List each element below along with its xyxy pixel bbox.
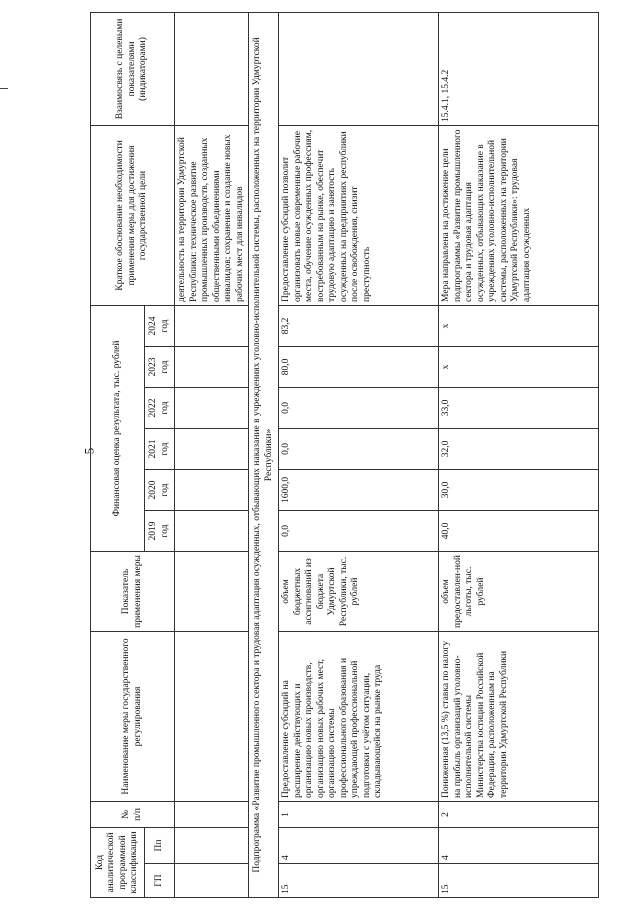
- page-number: 5: [81, 447, 97, 455]
- table-row: [439, 12, 599, 897]
- num-cell: 1: [279, 801, 439, 827]
- header-year: 2023 год: [145, 346, 175, 387]
- value-cell: x: [439, 305, 599, 346]
- value-cell: 0,0: [279, 510, 439, 551]
- justification-cell: деятельность на территории Удмуртской Республики: техническое развитие промышленных производств, созданных общественными объединениями инвалидов; сохранение и создание новых рабочих мест для инвалидов: [175, 125, 249, 305]
- subprogram-row: [249, 12, 279, 897]
- value-cell: x: [439, 346, 599, 387]
- edge-mark: [0, 88, 8, 89]
- header-link: Взаимосвязь с целевыми показателями (индикаторами): [91, 12, 175, 125]
- header-estimate: Финансовая оценка результата, тыс. рублей: [91, 305, 145, 551]
- link-cell: 15.4.1, 15.4.2: [439, 12, 599, 125]
- num-cell: 2: [439, 801, 599, 827]
- header-pp: Пп: [145, 827, 175, 863]
- value-cell: 83,2: [279, 305, 439, 346]
- table-row: [175, 12, 249, 897]
- header-indicator: Показатель применения меры: [91, 551, 175, 631]
- justification-cell: Мера направлена на достижение цели подпрограммы «Развитие промышленного сектора и трудовая адаптация осужденных, отбывающих наказание в учреждениях уголовно-исполнительной системы, расположенных на территории Удмуртской Республики»: трудовая адаптация осужденных: [439, 125, 599, 305]
- link-cell: [279, 12, 439, 125]
- gp-cell: 15: [439, 864, 599, 898]
- indicator-cell: объем бюджетных ассигнований из бюджета Удмуртской Республики, тыс. рублей: [279, 551, 439, 631]
- header-year: 2020 год: [145, 469, 175, 510]
- header-gp: ГП: [145, 864, 175, 898]
- pp-cell: 4: [439, 827, 599, 863]
- subprogram-title: Подпрограмма «Развитие промышленного сектора и трудовая адаптация осужденных, отбывающих наказание в учреждениях уголовно-исполнительной системы, расположенных на территории Удмуртской Республики»: [249, 12, 279, 897]
- value-cell: 33,0: [439, 387, 599, 428]
- value-cell: 0,0: [279, 428, 439, 469]
- name-cell: Предоставление субсидий на расширение действующих и организацию новых производств, организацию новых рабочих мест, организацию системы профессионального образования и упреждающей профессиональной подготовки с учётом ситуации, складывающейся на рынке труда: [279, 631, 439, 801]
- pp-cell: 4: [279, 827, 439, 863]
- header-justification: Краткое обоснование необходимости применения меры для достижения государственной цели: [91, 125, 175, 305]
- value-cell: 30,0: [439, 469, 599, 510]
- header-num: № п/п: [91, 801, 175, 827]
- value-cell: 0,0: [279, 387, 439, 428]
- regulation-measures-table: [90, 12, 599, 898]
- name-cell: Пониженная (13,5 %) ставка по налогу на прибыль организаций уголовно-исполнительной системы Министерства юстиции Российской Федерации, расположенным на территории Удмуртской Республики: [439, 631, 599, 801]
- value-cell: 80,0: [279, 346, 439, 387]
- header-code: Код аналитической программной классификации: [91, 827, 145, 897]
- rotated-table-wrapper: [90, 13, 620, 898]
- header-name: Наименование меры государственного регулирования: [91, 631, 175, 801]
- value-cell: 1600,0: [279, 469, 439, 510]
- header-year: 2019 год: [145, 510, 175, 551]
- value-cell: 40,0: [439, 510, 599, 551]
- gp-cell: 15: [279, 864, 439, 898]
- indicator-cell: объем предоставлен-ной льготы, тыс. рублей: [439, 551, 599, 631]
- value-cell: 32,0: [439, 428, 599, 469]
- table-row: [279, 12, 439, 897]
- justification-cell: Предоставление субсидий позволит организовать новые современные рабочие места, обучение осужденных профессиям, востребованным на рынке, обеспечит трудовую адаптацию и занятость осужденных на предприятиях республики после освобождения, снизит преступность: [279, 125, 439, 305]
- header-year: 2024 год: [145, 305, 175, 346]
- header-year: 2021 год: [145, 428, 175, 469]
- header-year: 2022 год: [145, 387, 175, 428]
